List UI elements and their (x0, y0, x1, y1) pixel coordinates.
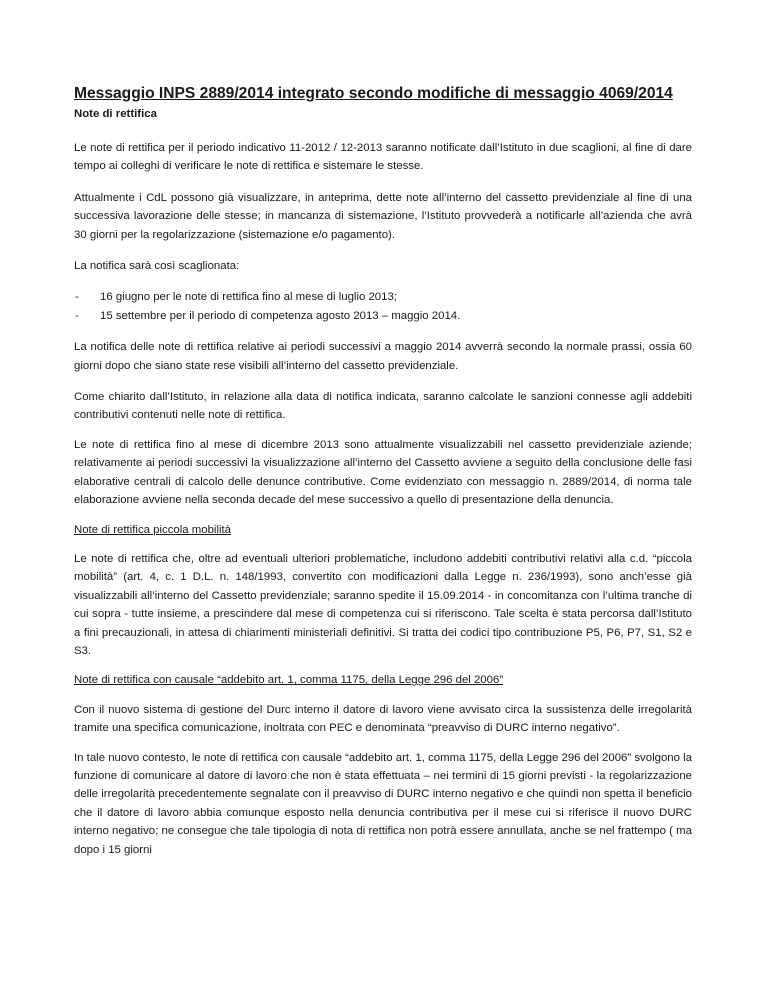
section-heading-piccola-mobilita: Note di rettifica piccola mobilità (74, 523, 232, 536)
schedule-list (74, 288, 692, 325)
paragraph-7: Le note di rettifica che, oltre ad eventuali ulteriori problematiche, includono addebiti contributivi relativi alla c.d. “piccola mobilità” (art. 4, c. 1 D.L. n. 148/1993, convertito con modificazioni dalla Legge n. 236/1993), sono anch’esse già visualizzabili all’interno del Cassetto previdenziale; saranno spedite il 15.09.2014 - in concomitanza con l’ultima tranche di cui sopra - tutte insieme, a prescindere dal mese di competenza cui si riferiscono. Tale scelta è stata percorsa dall’Istituto a fini precauzionali, in attesa di chiarimenti ministeriali definitivi. Si tratta dei codici tipo contribuzione P5, P6, P7, S1, S2 e S3. (74, 552, 692, 657)
paragraph-6: Le note di rettifica fino al mese di dicembre 2013 sono attualmente visualizzabili nel cassetto previdenziale aziende; relativamente ai periodi successivi la visualizzazione all’interno del Cassetto avviene a seguito della conclusione delle fasi elaborative centrali di calcolo delle denunce contributive. Come evidenziato con messaggio n. 2889/2014, di norma tale elaborazione avviene nella seconda decade del mese successivo a quello di presentazione della denuncia. (74, 438, 692, 507)
paragraph-8: Con il nuovo sistema di gestione del Durc interno il datore di lavoro viene avvisato circa la sussistenza delle irregolarità tramite una specifica comunicazione, inoltrata con PEC e denominata “preavviso di DURC interno negativo”. (74, 703, 692, 735)
section-heading-addebito: Note di rettifica con causale “addebito art. 1, comma 1175, della Legge 296 del 2006” (74, 674, 504, 687)
document-page (74, 84, 692, 859)
subtitle: Note di rettifica (74, 108, 157, 120)
paragraph-3: La notifica sarà così scaglionata: (74, 260, 240, 273)
list-item: - 15 settembre per il periodo di competenza agosto 2013 – maggio 2014. (75, 309, 461, 322)
paragraph-9: In tale nuovo contesto, le note di rettifica con causale “addebito art. 1, comma 1175, della Legge 296 del 2006” svolgono la funzione di comunicare al datore di lavoro che non è stata effettuata – nei termini di 15 giorni previsti - la regolarizzazione delle irregolarità precedentemente segnalate con il preavviso di DURC interno negativo e che quindi non spetta il beneficio che il datore di lavoro abbia comunque esposto nella denuncia contributiva per il mese cui si riferisce il nuovo DURC interno negativo; ne consegue che tale tipologia di nota di rettifica non potrà essere annullata, anche se nel frattempo ( ma dopo i 15 giorni (74, 751, 692, 856)
paragraph-5: Come chiarito dall’Istituto, in relazione alla data di notifica indicata, saranno calcolate le sanzioni connesse agli addebiti contributivi contenuti nelle note di rettifica. (74, 391, 692, 422)
paragraph-1: Le note di rettifica per il periodo indicativo 11-2012 / 12-2013 saranno notificate dall’Istituto in due scaglioni, al fine di dare tempo ai colleghi di verificare le note di rettifica e sistemare le stesse. (74, 142, 692, 173)
paragraph-2: Attualmente i CdL possono già visualizzare, in anteprima, dette note all’interno del cassetto previdenziale al fine di una successiva lavorazione delle stesse; in mancanza di sistemazione, l’Istituto provvederà a notificarle all’azienda che avrà 30 giorni per la regolarizzazione (sistemazione e/o pagamento). (74, 191, 692, 241)
document-title: Messaggio INPS 2889/2014 integrato secondo modifiche di messaggio 4069/2014 (74, 85, 673, 102)
paragraph-4: La notifica delle note di rettifica relative ai periodi successivi a maggio 2014 avverrà secondo la normale prassi, ossia 60 giorni dopo che siano state rese visibili all’interno del cassetto previdenziale. (74, 341, 692, 372)
list-item: - 16 giugno per le note di rettifica fino al mese di luglio 2013; (75, 291, 397, 304)
